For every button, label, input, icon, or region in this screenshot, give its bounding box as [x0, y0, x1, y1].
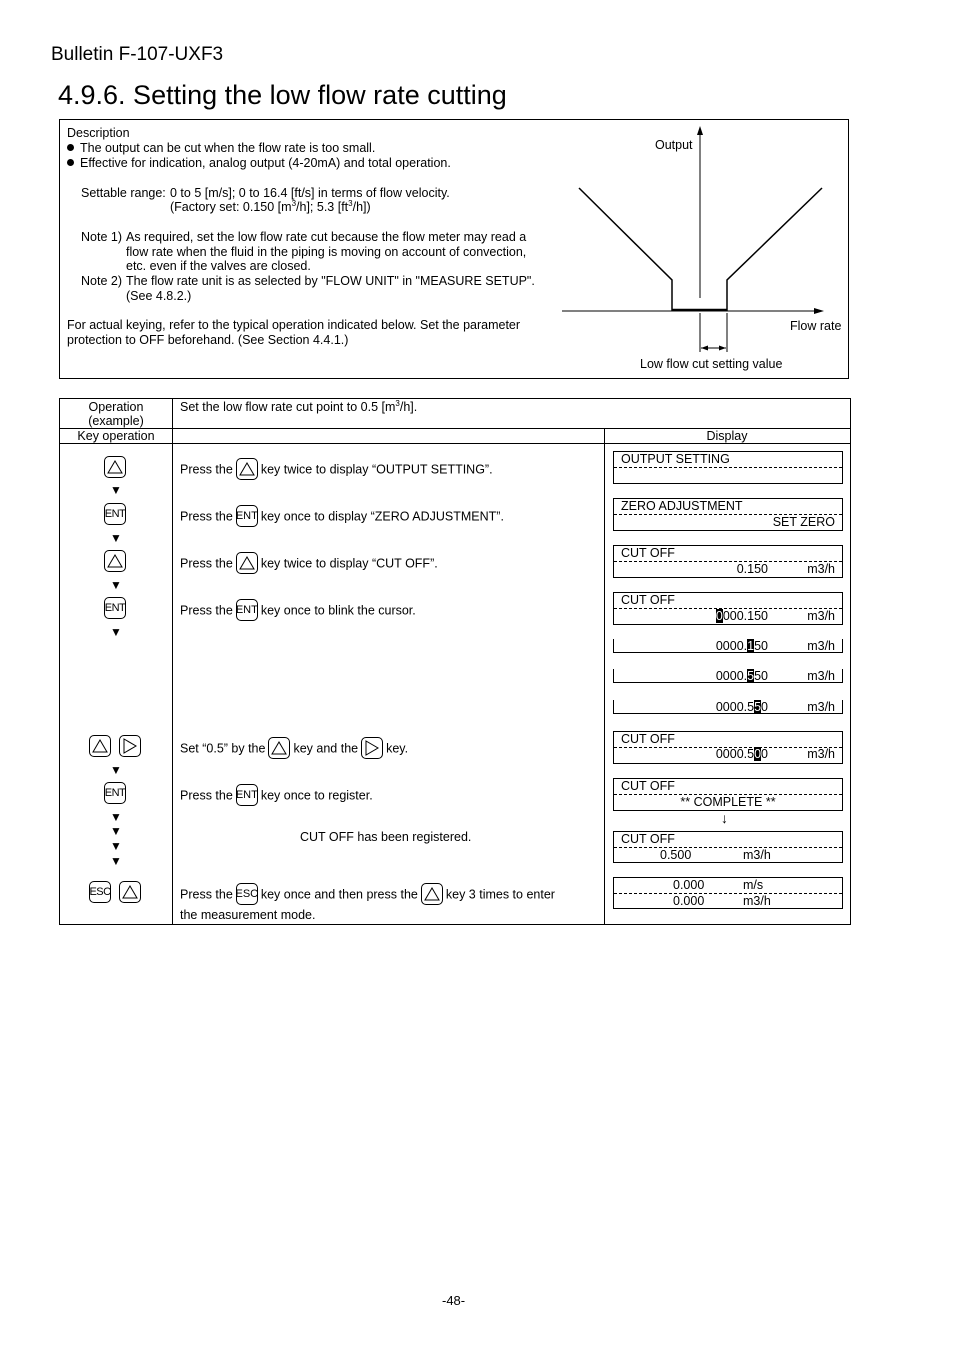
step-arrow: ▼ [110, 810, 122, 824]
footer-line: For actual keying, refer to the typical operation indicated below. Set the parameter [67, 318, 521, 332]
step-4-description: Press the ENT key once to blink the cursor. [180, 600, 416, 622]
triangle-up-icon [424, 887, 440, 901]
display-complete: CUT OFF ** COMPLETE ** [613, 778, 843, 811]
step-arrow: ▼ [110, 854, 122, 868]
display-cut-off-cursor: CUT OFF 0000.150 m3/h [613, 592, 843, 625]
display-cut-off-edited: CUT OFF 0000.500 m3/h [613, 731, 843, 764]
graph-cut-label: Low flow cut setting value [640, 357, 783, 371]
up-key[interactable] [89, 735, 111, 757]
display-measurement-mode: 0.000 m/s 0.000 m3/h [613, 877, 843, 909]
triangle-right-icon [365, 740, 379, 756]
factory-setting: (Factory set: 0.150 $[m^3/h]$; 5.3 $[ft^3/h]$) [170, 199, 371, 214]
ent-key-inline: ENT [236, 599, 258, 621]
note2-line: (See 4.8.2.) [126, 289, 192, 303]
step-5-description: Set “0.5” by the key and the key. [180, 738, 408, 760]
step-1-description: Press the key twice to display “OUTPUT SETTING”. [180, 459, 493, 481]
up-key-inline [421, 883, 443, 905]
triangle-up-icon [107, 460, 123, 474]
footer-line: protection to OFF beforehand. (See Section 4.4.1.) [67, 333, 349, 347]
step-2-description: Press the ENT key once to display “ZERO ADJUSTMENT”. [180, 506, 504, 528]
settable-label: Settable range: [81, 186, 166, 200]
op-example-label: Operation (example) [88, 400, 144, 428]
ent-key-inline: ENT [236, 784, 258, 806]
note1-line: etc. even if the valves are closed. [126, 259, 311, 273]
step-arrow: ▼ [110, 531, 122, 545]
up-key[interactable] [119, 881, 141, 903]
bullet-item: The output can be cut when the flow rate is too small. [67, 141, 375, 156]
step-arrow: ▼ [110, 483, 122, 497]
up-key-inline [236, 552, 258, 574]
esc-key[interactable]: ESC [89, 881, 111, 903]
up-key[interactable] [104, 456, 126, 478]
note2-label: Note 2) [81, 274, 122, 288]
ent-key-inline: ENT [236, 505, 258, 527]
step-arrow: ▼ [110, 578, 122, 592]
right-key-inline [361, 737, 383, 759]
step-7-description: CUT OFF has been registered. [300, 830, 472, 844]
triangle-up-icon [271, 741, 287, 755]
step-arrow: ▼ [110, 763, 122, 777]
display-edit-line: 0000.550 m3/h [613, 700, 843, 714]
triangle-up-icon [239, 556, 255, 570]
triangle-up-icon [107, 554, 123, 568]
down-arrow-icon: ↓ [721, 810, 728, 826]
bullet-item: Effective for indication, analog output (4-20mA) and total operation. [67, 156, 451, 171]
up-key-inline [236, 458, 258, 480]
step-arrow: ▼ [110, 839, 122, 853]
note2-line: The flow rate unit is as selected by "FLOW UNIT" in "MEASURE SETUP". [126, 274, 535, 288]
section-title: 4.9.6. Setting the low flow rate cutting [58, 80, 507, 110]
display-zero-adjustment: ZERO ADJUSTMENT SET ZERO [613, 498, 843, 531]
step-8-description-line2: the measurement mode. [180, 908, 316, 922]
ent-key[interactable]: ENT [104, 597, 126, 619]
display-edit-line: 0000.550 m3/h [613, 669, 843, 683]
ent-key[interactable]: ENT [104, 503, 126, 525]
col-display: Display [706, 429, 748, 443]
up-key-inline [268, 737, 290, 759]
esc-key-inline: ESC [236, 883, 258, 905]
col-key-operation: Key operation [77, 429, 155, 443]
op-example-text: Set the low flow rate cut point to 0.5 $[m^3/h]$. [180, 399, 418, 414]
step-8-description: Press the ESC key once and then press the key 3 times to enter [180, 884, 555, 906]
description-box [59, 119, 849, 379]
ent-key[interactable]: ENT [104, 782, 126, 804]
low-flow-cut-graph [60, 120, 850, 380]
triangle-up-icon [92, 739, 108, 753]
note1-label: Note 1) [81, 230, 122, 244]
triangle-right-icon [123, 738, 137, 754]
display-cut-off: CUT OFF 0.150 m3/h [613, 545, 843, 578]
page-number: -48- [442, 1293, 466, 1308]
triangle-up-icon [239, 462, 255, 476]
up-key[interactable] [104, 550, 126, 572]
graph-output-label: Output [655, 138, 693, 152]
display-edit-line: 0000.150 m3/h [613, 639, 843, 653]
description-heading: Description [67, 126, 130, 140]
note1-line: As required, set the low flow rate cut because the flow meter may read a [126, 230, 527, 244]
note1-line: flow rate when the fluid in the piping is moving on account of convection, [126, 245, 527, 259]
step-3-description: Press the key twice to display “CUT OFF”. [180, 553, 438, 575]
display-output-setting: OUTPUT SETTING [613, 451, 843, 484]
display-cut-off-registered: CUT OFF 0.500 m3/h [613, 831, 843, 863]
settable-range: 0 to 5 [m/s]; 0 to 16.4 [ft/s] in terms of flow velocity. [170, 186, 450, 200]
step-arrow: ▼ [110, 625, 122, 639]
right-key[interactable] [119, 735, 141, 757]
graph-flow-label: Flow rate [790, 319, 842, 333]
triangle-up-icon [122, 885, 138, 899]
step-6-description: Press the ENT key once to register. [180, 785, 373, 807]
bulletin-number: Bulletin F-107-UXF3 [51, 44, 224, 65]
step-arrow: ▼ [110, 824, 122, 838]
